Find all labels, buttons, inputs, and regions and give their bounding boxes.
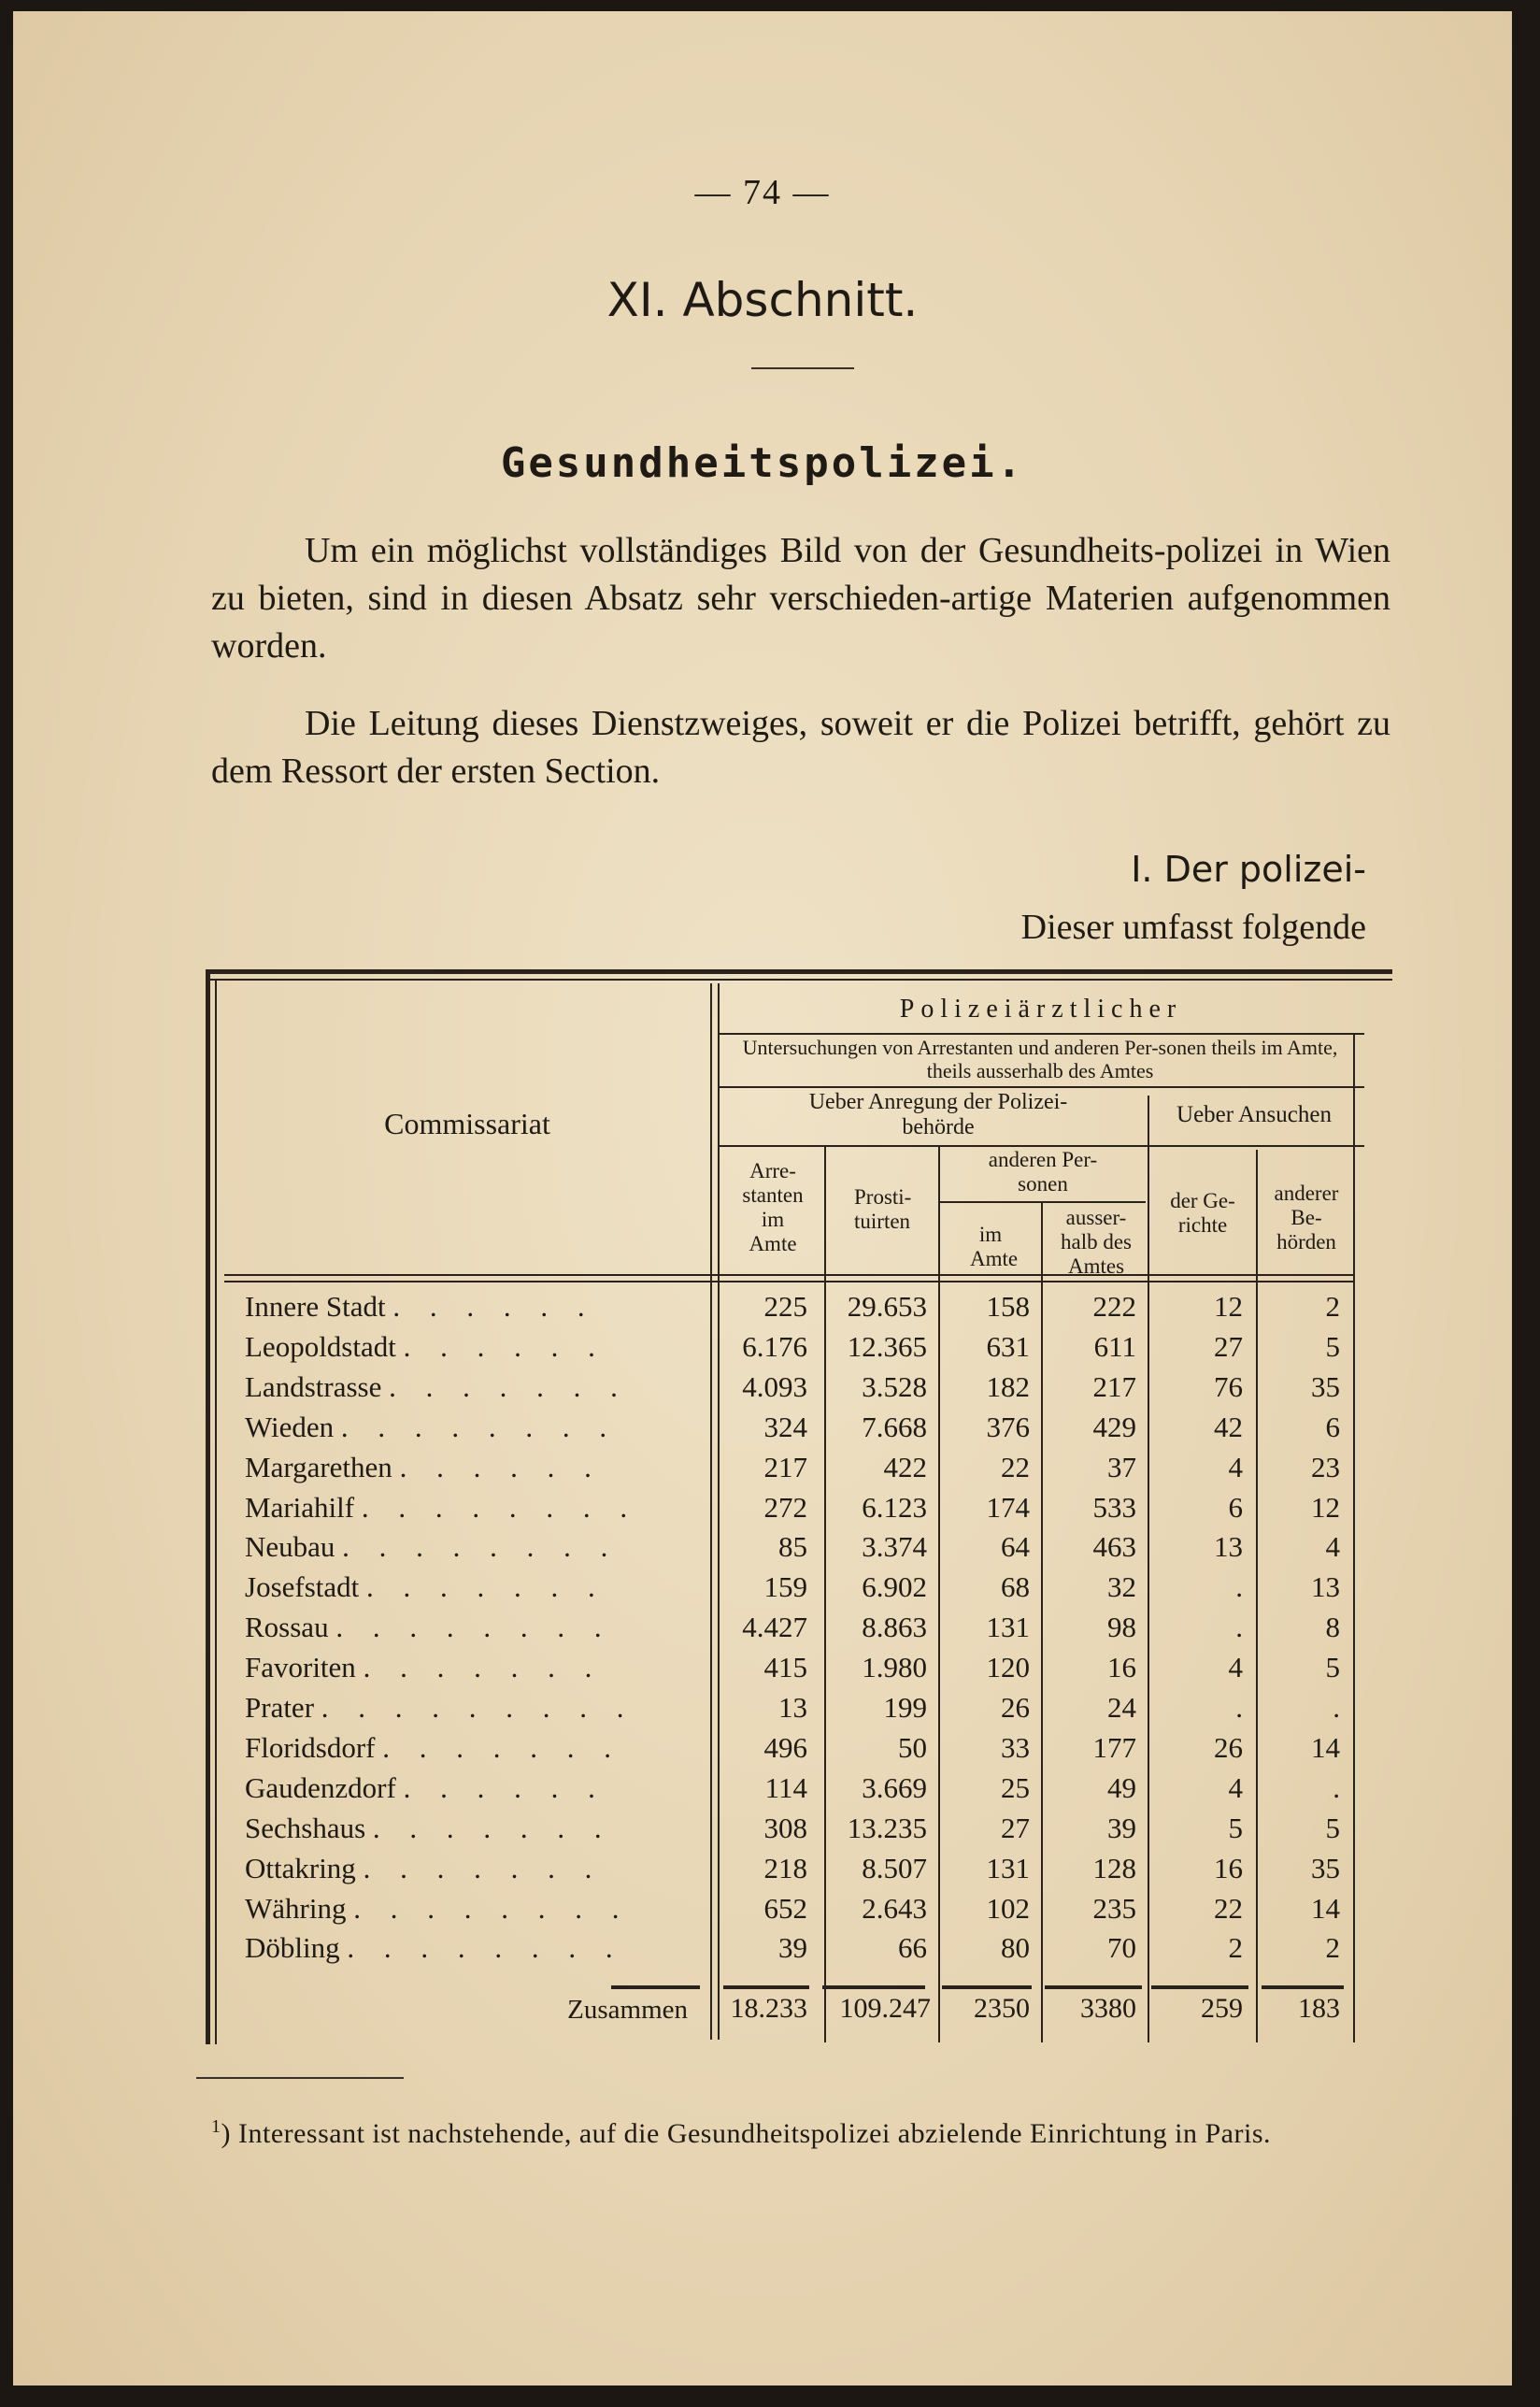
row-commissariat — [245, 1852, 684, 1885]
row-name: Währing — [245, 1892, 347, 1925]
header-behoerden: anderer Be-hörden — [1274, 1182, 1339, 1254]
table-cell: 4 — [1228, 1451, 1243, 1483]
sum-rule — [1045, 1985, 1142, 1989]
header-bottom-line — [224, 1274, 1355, 1276]
table-cell: 5 — [1325, 1651, 1340, 1683]
table-cell: 8.863 — [862, 1611, 927, 1643]
section-title: XI. Abschnitt. — [606, 273, 919, 327]
table-cell: 25 — [1001, 1771, 1030, 1804]
subheading: I. Der polizei- — [1131, 849, 1366, 890]
table-cell: 611 — [1093, 1330, 1136, 1363]
subheading-text: Dieser umfasst folgende — [1020, 908, 1366, 947]
table-cell: 631 — [986, 1330, 1030, 1363]
table-cell: 429 — [1092, 1411, 1136, 1443]
row-leader-dots: . . . . . . — [403, 1330, 606, 1363]
row-leader-dots: . . . . . . . . — [353, 1892, 631, 1925]
table-cell: 4.093 — [742, 1370, 807, 1403]
table-cell: 308 — [763, 1812, 807, 1844]
table-cell: 6.902 — [862, 1570, 927, 1603]
table-cell: 324 — [763, 1411, 807, 1443]
row-leader-dots: . . . . . . . . — [340, 1411, 619, 1443]
header-divider-2 — [710, 983, 712, 2040]
paragraph-2-text: Die Leitung dieses Dienstzweiges, soweit er die Polizei betrifft, gehört zu dem Ressort der ersten Section. — [211, 704, 1390, 791]
table-cell: 5 — [1228, 1812, 1243, 1844]
row-name: Sechshaus — [245, 1812, 366, 1844]
table-top-rule-thin — [206, 979, 1392, 981]
row-name: Favoriten — [245, 1651, 356, 1683]
footnote — [211, 2105, 1351, 2156]
table-cell: 12 — [1311, 1491, 1340, 1524]
table-cell: 4 — [1228, 1651, 1243, 1683]
table-cell: 158 — [986, 1290, 1030, 1323]
col-line — [1353, 1033, 1355, 2042]
table-cell: 22 — [1001, 1451, 1030, 1483]
table-cell: 2 — [1228, 1931, 1243, 1964]
table-cell: 13.235 — [847, 1812, 927, 1844]
table-cell: 42 — [1214, 1411, 1243, 1443]
table-left-rule-thin — [215, 979, 217, 2044]
row-leader-dots: . . . . . . — [392, 1290, 596, 1323]
header-commissariat: Commissariat — [384, 1107, 550, 1140]
total-cell: 183 — [1298, 1993, 1340, 2024]
row-leader-dots: . . . . . . . . — [361, 1491, 639, 1524]
table-cell: 13 — [1311, 1570, 1340, 1603]
row-commissariat — [245, 1570, 684, 1604]
table-cell: 35 — [1311, 1370, 1340, 1403]
header-gerichte: der Ge-richte — [1170, 1189, 1235, 1237]
row-commissariat — [245, 1370, 684, 1404]
table-cell: 463 — [1092, 1530, 1136, 1563]
row-leader-dots: . . . . . . — [399, 1451, 603, 1483]
table-cell: 66 — [898, 1931, 927, 1964]
header-line — [720, 1086, 1364, 1088]
table-cell: 3.374 — [862, 1530, 927, 1563]
footnote-text: ) Interessant ist nachstehende, auf die Gesundheitspolizei abzielende Einrichtung in Paris. — [221, 2118, 1271, 2149]
heading: Gesundheitspolizei. — [500, 439, 1025, 487]
table-cell: 35 — [1311, 1852, 1340, 1884]
row-name: Döbling — [245, 1931, 340, 1964]
sum-rule — [822, 1985, 925, 1989]
sum-rule — [611, 1985, 700, 1989]
table-cell: 217 — [763, 1451, 807, 1483]
header-anregung: Ueber Anregung der Polizei-behörde — [808, 1090, 1068, 1139]
table-cell: 415 — [763, 1651, 807, 1683]
header-ansuchen: Ueber Ansuchen — [1176, 1102, 1332, 1127]
table-cell: 6.176 — [742, 1330, 807, 1363]
table-cell: 376 — [986, 1411, 1030, 1443]
sum-rule — [942, 1985, 1032, 1989]
row-commissariat — [245, 1330, 684, 1364]
row-name: Wieden — [245, 1411, 335, 1443]
table-cell: 8.507 — [862, 1852, 927, 1884]
table-cell: 182 — [986, 1370, 1030, 1403]
header-ausserhalb: ausser-halb des Amtes — [1060, 1206, 1132, 1278]
table-cell: 32 — [1107, 1570, 1136, 1603]
table-cell: 2 — [1325, 1290, 1340, 1323]
table-cell: 114 — [764, 1771, 807, 1804]
header-andere-personen: anderen Per-sonen — [988, 1148, 1098, 1196]
row-commissariat — [245, 1771, 684, 1805]
row-leader-dots: . . . . . . . . — [335, 1611, 613, 1643]
table-cell: 2 — [1325, 1931, 1340, 1964]
table-cell: 16 — [1107, 1651, 1136, 1683]
sum-rule — [723, 1985, 809, 1989]
col-line — [938, 1145, 940, 2042]
table-cell: 102 — [986, 1892, 1030, 1925]
row-leader-dots: . . . . . . . . . — [321, 1691, 635, 1724]
table-cell: 496 — [763, 1731, 807, 1764]
table-cell: 37 — [1107, 1451, 1136, 1483]
row-name: Rossau — [245, 1611, 329, 1643]
row-commissariat — [245, 1611, 684, 1644]
table-cell: 652 — [763, 1892, 807, 1925]
row-leader-dots: . . . . . . . — [366, 1570, 606, 1603]
col-line — [824, 1145, 826, 2042]
header-line — [720, 1145, 1364, 1147]
table-cell: 4 — [1228, 1771, 1243, 1804]
col-line — [1148, 1096, 1149, 2042]
table-cell: 14 — [1311, 1731, 1340, 1764]
row-leader-dots: . . . . . . . — [372, 1812, 613, 1844]
page-number: — 74 — — [694, 173, 831, 212]
table-cell: 5 — [1325, 1330, 1340, 1363]
table-cell: 33 — [1001, 1731, 1030, 1764]
table-cell: 218 — [763, 1852, 807, 1884]
row-name: Landstrasse — [245, 1370, 382, 1403]
header-investigations: Untersuchungen von Arrestanten und anderen Per-sonen theils im Amte, theils ausserhalb des Amtes — [742, 1036, 1338, 1082]
table-cell: 177 — [1092, 1731, 1136, 1764]
row-leader-dots: . . . . . . . — [363, 1651, 604, 1683]
row-commissariat — [245, 1451, 684, 1484]
table-cell: 6 — [1228, 1491, 1243, 1524]
col-line — [1041, 1201, 1043, 2042]
table-cell: 533 — [1092, 1491, 1136, 1524]
header-divider — [718, 983, 720, 2040]
row-leader-dots: . . . . . . — [403, 1771, 606, 1804]
row-leader-dots: . . . . . . . . — [342, 1530, 620, 1563]
table-cell: 13 — [1214, 1530, 1243, 1563]
table-cell: . — [1235, 1691, 1243, 1724]
table-cell: 27 — [1214, 1330, 1243, 1363]
table-cell: 49 — [1107, 1771, 1136, 1804]
divider — [751, 367, 854, 369]
row-name: Mariahilf — [245, 1491, 355, 1524]
table-cell: . — [1333, 1691, 1340, 1724]
header-im-amte: im Amte — [970, 1223, 1019, 1270]
table-cell: 225 — [763, 1290, 807, 1323]
table-cell: 80 — [1001, 1931, 1030, 1964]
table-cell: . — [1235, 1611, 1243, 1643]
row-commissariat — [245, 1411, 684, 1444]
table-cell: 26 — [1001, 1691, 1030, 1724]
total-cell: 259 — [1201, 1993, 1243, 2024]
table-cell: 76 — [1214, 1370, 1243, 1403]
table-cell: 13 — [778, 1691, 807, 1724]
table-left-rule — [206, 969, 210, 2044]
row-name: Innere Stadt — [245, 1290, 386, 1323]
table-cell: 6 — [1325, 1411, 1340, 1443]
table-cell: . — [1235, 1570, 1243, 1603]
row-commissariat — [245, 1530, 684, 1564]
row-name: Gaudenzdorf — [245, 1771, 396, 1804]
table-cell: 5 — [1325, 1812, 1340, 1844]
row-commissariat — [245, 1931, 684, 1965]
sum-rule — [1262, 1985, 1344, 1989]
row-name: Neubau — [245, 1530, 335, 1563]
row-name: Margarethen — [245, 1451, 392, 1483]
total-label: Zusammen — [567, 1995, 688, 2025]
table-cell: 1.980 — [862, 1651, 927, 1683]
table-cell: 23 — [1311, 1451, 1340, 1483]
row-name: Josefstadt — [245, 1570, 360, 1603]
table-cell: 29.653 — [847, 1290, 927, 1323]
header-group-title: Polizeiärztlicher — [899, 995, 1183, 1024]
total-cell: 3380 — [1080, 1993, 1136, 2024]
row-leader-dots: . . . . . . . . — [347, 1931, 624, 1964]
table-cell: 39 — [1107, 1812, 1136, 1844]
table-cell: 174 — [986, 1491, 1030, 1524]
paragraph-1 — [211, 527, 1390, 670]
paragraph-1-text: Um ein möglichst vollständiges Bild von der Gesundheits-polizei in Wien zu bieten, sind in diesen Absatz sehr verschieden-artige Materien aufgenommen worden. — [211, 531, 1390, 666]
table-cell: 2.643 — [862, 1892, 927, 1925]
row-commissariat — [245, 1731, 684, 1765]
row-leader-dots: . . . . . . . — [382, 1731, 622, 1764]
row-commissariat — [245, 1290, 684, 1324]
table-cell: 131 — [986, 1852, 1030, 1884]
table-cell: 131 — [986, 1611, 1030, 1643]
table-cell: 64 — [1001, 1530, 1030, 1563]
row-name: Leopoldstadt — [245, 1330, 396, 1363]
total-cell: 18.233 — [730, 1993, 807, 2024]
table-cell: 14 — [1311, 1892, 1340, 1925]
header-line — [720, 1033, 1364, 1035]
row-commissariat — [245, 1651, 684, 1684]
table-cell: . — [1333, 1771, 1340, 1804]
header-bottom-line — [224, 1281, 1355, 1282]
row-commissariat — [245, 1892, 684, 1926]
row-leader-dots: . . . . . . . — [389, 1370, 629, 1403]
table-cell: 8 — [1325, 1611, 1340, 1643]
row-name: Floridsdorf — [245, 1731, 376, 1764]
row-commissariat — [245, 1491, 684, 1525]
table-cell: 4 — [1325, 1530, 1340, 1563]
header-prostituirten: Prosti-tuirten — [854, 1185, 912, 1233]
col-line — [1256, 1150, 1258, 2042]
footnote-divider — [196, 2077, 404, 2079]
table-cell: 128 — [1092, 1852, 1136, 1884]
table-cell: 12.365 — [847, 1330, 927, 1363]
table-top-rule — [206, 969, 1392, 974]
table-cell: 39 — [778, 1931, 807, 1964]
row-leader-dots: . . . . . . . — [363, 1852, 604, 1884]
total-cell: 2350 — [974, 1993, 1030, 2024]
table-cell: 50 — [898, 1731, 927, 1764]
table-cell: 235 — [1092, 1892, 1136, 1925]
footnote-marker: 1 — [211, 2116, 221, 2137]
row-name: Ottakring — [245, 1852, 356, 1884]
sum-rule — [1151, 1985, 1248, 1989]
paragraph-2 — [211, 700, 1390, 795]
table-cell: 217 — [1092, 1370, 1136, 1403]
table-cell: 7.668 — [862, 1411, 927, 1443]
table-cell: 98 — [1107, 1611, 1136, 1643]
table-cell: 68 — [1001, 1570, 1030, 1603]
table-cell: 120 — [986, 1651, 1030, 1683]
table-cell: 26 — [1214, 1731, 1243, 1764]
table-cell: 4.427 — [742, 1611, 807, 1643]
table-cell: 422 — [883, 1451, 927, 1483]
table-cell: 199 — [883, 1691, 927, 1724]
row-commissariat — [245, 1812, 684, 1845]
table-cell: 3.669 — [862, 1771, 927, 1804]
header-arrestanten: Arre-stanten im Amte — [742, 1159, 804, 1255]
table-cell: 159 — [763, 1570, 807, 1603]
table-cell: 70 — [1107, 1931, 1136, 1964]
table-cell: 27 — [1001, 1812, 1030, 1844]
table-cell: 3.528 — [862, 1370, 927, 1403]
table-cell: 222 — [1092, 1290, 1136, 1323]
table-cell: 272 — [763, 1491, 807, 1524]
table-cell: 24 — [1107, 1691, 1136, 1724]
table-cell: 12 — [1214, 1290, 1243, 1323]
total-cell: 109.247 — [839, 1993, 931, 2024]
table-cell: 6.123 — [862, 1491, 927, 1524]
row-name: Prater — [245, 1691, 315, 1724]
table-cell: 22 — [1214, 1892, 1243, 1925]
document-page — [13, 11, 1512, 2386]
table-cell: 85 — [778, 1530, 807, 1563]
row-commissariat — [245, 1691, 684, 1725]
table-cell: 16 — [1214, 1852, 1243, 1884]
